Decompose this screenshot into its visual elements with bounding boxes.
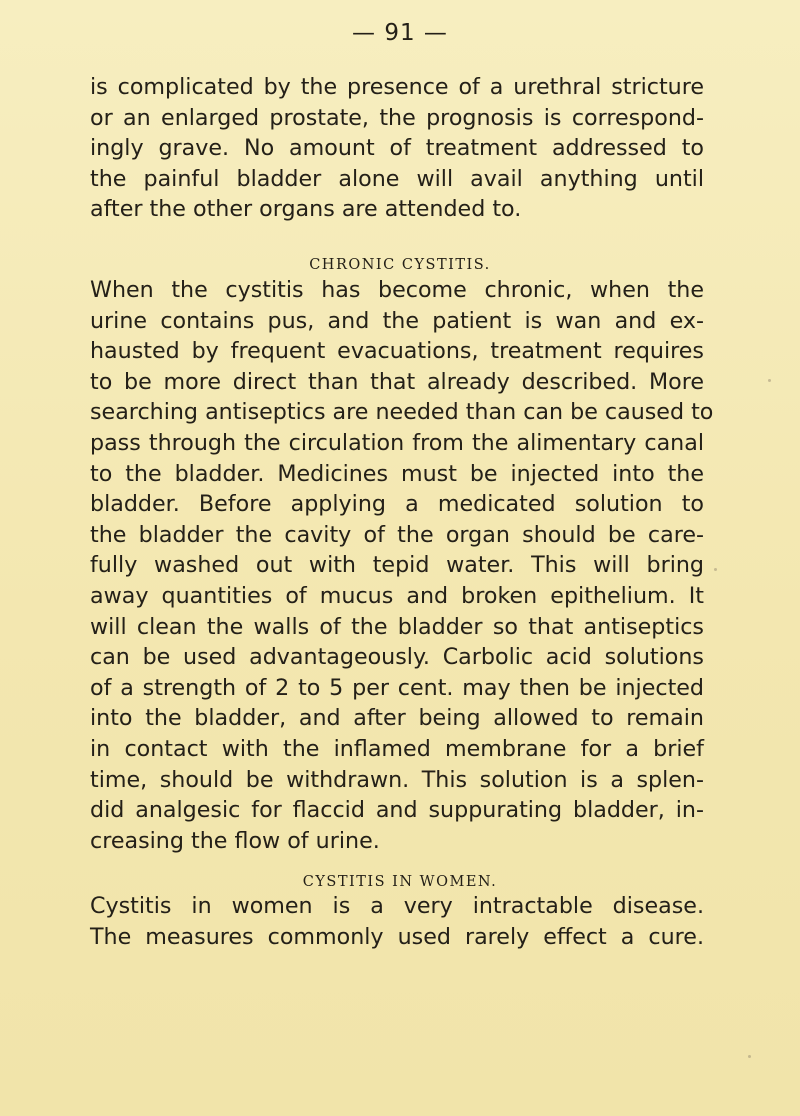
text-line: did analgesic for flaccid and suppurating bladder, in- bbox=[90, 797, 704, 824]
text-line: after the other organs are attended to. bbox=[90, 196, 522, 223]
text-line: ingly grave. No amount of treatment addressed to bbox=[90, 135, 704, 162]
text-line: away quantities of mucus and broken epithelium. It bbox=[90, 582, 704, 609]
text-line: pass through the circulation from the alimentary canal bbox=[90, 429, 704, 456]
text-line: The measures commonly used rarely effect a cure. bbox=[90, 923, 704, 950]
text-line: into the bladder, and after being allowed to remain bbox=[90, 705, 704, 732]
paper-speck bbox=[714, 568, 717, 571]
text-line: creasing the flow of urine. bbox=[90, 827, 380, 854]
text-line: is complicated by the presence of a urethral stricture bbox=[90, 74, 704, 100]
text-line: hausted by frequent evacuations, treatment requires bbox=[90, 338, 704, 365]
paper-speck bbox=[768, 379, 771, 382]
paragraph-cystitis-in-women bbox=[90, 891, 704, 952]
section-heading-cystitis-in-women: CYSTITIS IN WOMEN. bbox=[302, 874, 498, 890]
page-number: — 91 — bbox=[352, 20, 448, 46]
text-line: Cystitis in women is a very intractable disease. bbox=[90, 893, 704, 919]
text-line: to be more direct than that already described. More bbox=[90, 368, 704, 395]
section-heading-chronic-cystitis: CHRONIC CYSTITIS. bbox=[309, 257, 491, 273]
text-line: the painful bladder alone will avail anything until bbox=[90, 165, 704, 192]
paper-speck bbox=[748, 1055, 751, 1058]
text-line: When the cystitis has become chronic, when the bbox=[90, 277, 704, 303]
text-line: urine contains pus, and the patient is wan and ex- bbox=[90, 307, 704, 334]
text-line: will clean the walls of the bladder so that antiseptics bbox=[90, 613, 704, 640]
text-line: to the bladder. Medicines must be injected into the bbox=[90, 460, 704, 487]
text-line: fully washed out with tepid water. This will bring bbox=[90, 552, 704, 579]
paragraph-intro bbox=[90, 72, 704, 225]
paragraph-chronic-cystitis bbox=[90, 275, 714, 856]
text-line: searching antiseptics are needed than can be caused to bbox=[90, 399, 714, 426]
text-line: of a strength of 2 to 5 per cent. may then be injected bbox=[90, 674, 704, 701]
text-line: bladder. Before applying a medicated solution to bbox=[90, 491, 704, 518]
text-line: time, should be withdrawn. This solution is a splen- bbox=[90, 766, 704, 793]
text-line: or an enlarged prostate, the prognosis is correspond- bbox=[90, 104, 704, 131]
text-line: the bladder the cavity of the organ should be care- bbox=[90, 521, 704, 548]
text-line: in contact with the inflamed membrane for a brief bbox=[90, 735, 704, 762]
text-line: can be used advantageously. Carbolic acid solutions bbox=[90, 644, 704, 671]
